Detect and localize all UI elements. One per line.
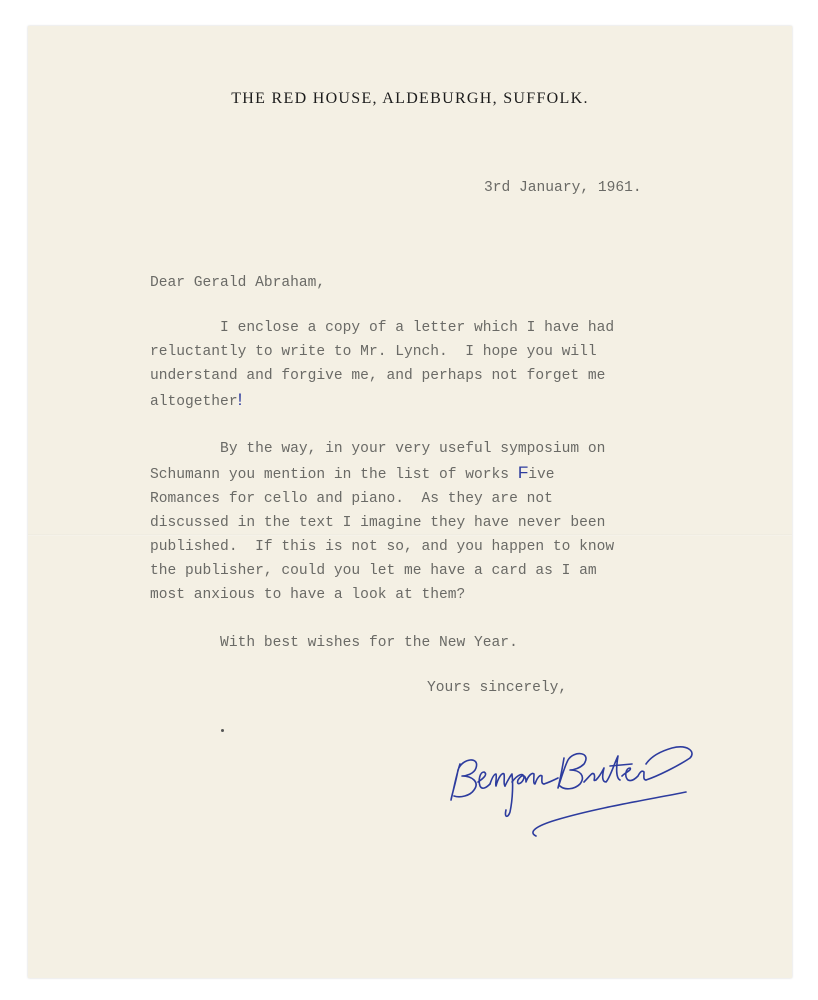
p2-line-5: published. If this is not so, and you happen to know — [150, 539, 615, 555]
p2-line-1: By the way, in your very useful symposium on — [150, 441, 606, 457]
p2-line-3: Romances for cello and piano. As they are not — [150, 491, 553, 507]
p1-line-2: reluctantly to write to Mr. Lynch. I hope you will — [150, 344, 597, 360]
ink-dot — [221, 729, 224, 732]
closing: Yours sincerely, — [427, 680, 568, 696]
letterhead: THE RED HOUSE, ALDEBURGH, SUFFOLK. — [231, 90, 589, 107]
letter-date: 3rd January, 1961. — [484, 180, 642, 196]
p1-line-1: I enclose a copy of a letter which I have had — [150, 320, 615, 336]
p2-line-6: the publisher, could you let me have a card as I am — [150, 563, 597, 579]
letter-sheet — [28, 26, 792, 978]
paragraph-1 — [150, 316, 614, 414]
p1-line-4: altogether — [150, 394, 238, 410]
p2-line-2: Schumann you mention in the list of works — [150, 467, 518, 483]
p1-line-3: understand and forgive me, and perhaps not forget me — [150, 368, 606, 384]
paragraph-3: With best wishes for the New Year. — [150, 635, 518, 651]
salutation: Dear Gerald Abraham, — [150, 275, 326, 291]
p2-line-2-end: ive — [528, 467, 555, 483]
handwritten-exclamation: ! — [237, 390, 243, 409]
signature — [446, 716, 696, 846]
handwritten-correction-F: F — [517, 463, 529, 482]
p2-line-4: discussed in the text I imagine they have never been — [150, 515, 606, 531]
p2-line-7: most anxious to have a look at them? — [150, 587, 466, 603]
paragraph-2 — [150, 437, 614, 607]
